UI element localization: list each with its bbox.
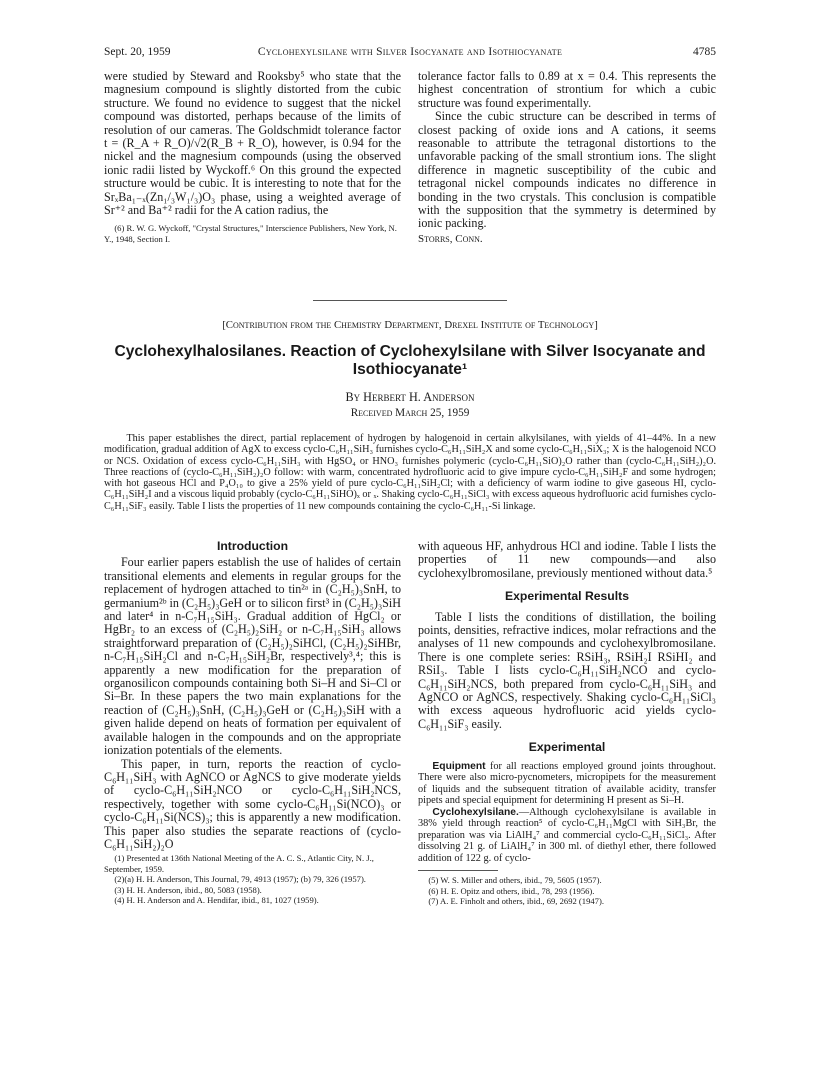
introduction-paragraph-1: Four earlier papers establish the use of halides of certain transitional elements and elements in regular groups for the replacement of hydrogen attached to tin²ᵃ in (C₂H₅)₃SnH, to germanium²ᵇ in (C₂H₅)₃GeH or to silicon first³ in (C₂H₅)₃SiH and later⁴ in n-C₇H₁₅SiH₃. Gradual addition of HgCl₂ or HgBr₂ to an excess of (C₂H₅)₂SiH₂ or n-C₇H₁₅SiH₃ allows straightforward preparation of (C₂H₅)₂SiHCl, (C₂H₅)₂SiHBr, n-C₇H₁₅SiH₂Cl and n-C₇H₁₅SiH₂Br, respectively³,⁴; this is apparently a new modification for the preparation of organosilicon compounds containing both Si–H and Si–Cl or Si–Br. In these papers the two main explanations for the reaction of (C₂H₅)₃SnH, (C₂H₅)₃GeH or (C₂H₅)₃SiH with a given halide depend on heats of formation per equivalent of available halogen in the compounds and on the appropriate ionization potentials of the elements. <box>104 555 401 758</box>
footnote-6-ref: (6) H. E. Opitz and others, ibid., 78, 293 (1956). <box>428 885 595 896</box>
footnote-4: (4) H. H. Anderson and A. Hendifar, ibid., 81, 1027 (1959). <box>114 894 319 905</box>
right-footnotes <box>418 875 716 906</box>
author-location: Storrs, Conn. <box>418 232 483 245</box>
equipment-text: for all reactions employed ground joints throughout. There were also micro-pycnometers, micropipets for the measurement of liquids and the subsequent titration of available acidity, transfer pipets and special equipment for determining H present as Si–H. <box>418 760 716 807</box>
cyclohexylsilane-paragraph <box>418 807 716 865</box>
footnote-6: (6) R. W. G. Wyckoff, "Crystal Structures," Interscience Publishers, New York, N. Y., 1948, Section I. <box>104 223 397 244</box>
footnote-2: (2)(a) H. H. Anderson, This Journal, 79, 4913 (1957); (b) 79, 326 (1957). <box>114 874 366 885</box>
footnote-5: (5) W. S. Miller and others, ibid., 79, 5605 (1957). <box>428 875 602 886</box>
page-number: 4785 <box>693 46 716 58</box>
byline: By Herbert H. Anderson <box>345 390 475 404</box>
received-date: Received March 25, 1959 <box>350 407 470 419</box>
running-head-title: Cyclohexylsilane with Silver Isocyanate and Isothiocyanate <box>257 46 563 58</box>
footnote-1: (1) Presented at 136th National Meeting of the A. C. S., Atlantic City, N. J., September, 1959. <box>104 853 374 874</box>
section-divider <box>313 300 507 301</box>
cyclohexylsilane-lead: Cyclohexylsilane. <box>432 806 519 818</box>
equipment-lead: Equipment <box>432 760 486 772</box>
running-head <box>104 44 716 60</box>
experimental-results-heading: Experimental Results <box>505 589 629 604</box>
top-left-column <box>104 70 401 244</box>
article-title: Cyclohexylhalosilanes. Reaction of Cyclohexylsilane with Silver Isocyanate and Isothiocyanate¹ <box>114 343 706 378</box>
right-column <box>418 540 716 906</box>
abstract: This paper establishes the direct, partial replacement of hydrogen by halogenoid in certain alkylsilanes, with yields of 41–44%. In a new modification, gradual addition of AgX to excess cyclo-C₆H₁₁SiH₃ furnishes cyclo-C₆H₁₁SiH₂X and some cyclo-C₆H₁₁SiX₃; X is the halogenoid NCO or NCS. Oxidation of excess cyclo-C₆H₁₁SiH₃ with HgSO₄ or HNO₃ furnishes polymeric (cyclo-C₆H₁₁SiO)₂O rather than (cyclo-C₆H₁₁SiH₂)₂O. Three reactions of (cyclo-C₆H₁₁SiH₂)₂O follow: with warm, concentrated hydrofluoric acid to give impure cyclo-C₆H₁₁SiH₂F and some hydrogen; with hot gaseous HCl and P₄O₁₀ to give a 25% yield of pure cyclo-C₆H₁₁SiH₂Cl; with a deficiency of warm iodine to give gaseous HI, cyclo-C₆H₁₁SiH₂I and a viscous liquid probably (cyclo-C₆H₁₁SiHO)ₓ or ₓ. Shaking cyclo-C₆H₁₁SiCl₃ with excess aqueous hydrofluoric acid furnishes cyclo-C₆H₁₁SiF₃ easily. Table I lists the properties of 11 new compounds containing the cyclo-C₆H₁₁-Si linkage. <box>104 433 716 512</box>
conclusion-paragraph-1: tolerance factor falls to 0.89 at x = 0.4. This represents the highest concentration of strontium for which a cubic structure was found experimentally. <box>418 69 716 110</box>
introduction-paragraph-2: This paper, in turn, reports the reaction of cyclo-C₆H₁₁SiH₃ with AgNCO or AgNCS to give moderate yields of cyclo-C₆H₁₁SiH₂NCO or cyclo-C₆H₁₁SiH₂NCS, respectively, together with some cyclo-C₆H₁₁Si(NCO)₃ or cyclo-C₆H₁₁Si(NCS)₃; this is apparently a new modification. This paper also studies the separate reactions of (cyclo-C₆H₁₁SiH₂)₂O <box>104 756 401 851</box>
contribution-line: [Contribution from the Chemistry Department, Drexel Institute of Technology] <box>222 319 598 331</box>
experimental-results-paragraph: Table I lists the conditions of distillation, the boiling points, densities, refractive indices, molar refractions and the analyses of 11 new compounds and cyclohexylbromosilane. There is one complete series: RSiH₃, RSiH₂I RSiHI₂ and RSiI₃. Table I lists cyclo-C₆H₁₁SiH₂NCO and cyclo-C₆H₁₁SiH₂NCS, both prepared from cyclo-C₆H₁₁SiH₃ and AgNCO or AgNCS, respectively. Shaking cyclo-C₆H₁₁SiCl₃ with excess aqueous hydrofluoric acid yields cyclo-C₆H₁₁SiF₃ easily. <box>418 609 716 731</box>
experimental-heading: Experimental <box>528 740 606 755</box>
top-right-column <box>418 70 716 246</box>
left-column <box>104 540 401 905</box>
conclusion-paragraph-2: Since the cubic structure can be described in terms of closest packing of oxide ions and A cations, it seems reasonable to attribute the tetragonal distortions to the unfavorable packing of the small strontium ions. The slight difference in magnetic susceptibility of the cubic and tetragonal nickel compounds indicates no difference in bonding in the two crystals. This conclusion is compatible with the supposition that the symmetry is determined by ionic packing. <box>418 109 716 231</box>
running-head-date: Sept. 20, 1959 <box>104 46 171 58</box>
footnote-3: (3) H. H. Anderson, ibid., 80, 5083 (1958). <box>114 884 262 895</box>
left-footnotes <box>104 853 401 905</box>
continued-paragraph: were studied by Steward and Rooksby⁵ who state that the magnesium compound is slightly distorted from the cubic structure. We found no evidence to suggest that the nickel compound was distorted, perhaps because of the limits of resolution of our cameras. The Goldschmidt tolerance factor t = (R_A + R_O)/√2(R_B + R_O), however, is 0.94 for the nickel and the magnesium compounds (using the observed ionic radii listed by Wyckoff.⁶ On this ground the expected structure would be cubic. It is interesting to note that for the SrₓBa₁₋ₓ(Zn₁/₃W₁/₃)O₃ phase, using a weighted average of Sr⁺² and Ba⁺² radii for the A cation radius, the <box>104 69 401 218</box>
equipment-paragraph <box>418 761 716 807</box>
continued-intro-paragraph: with aqueous HF, anhydrous HCl and iodine. Table I lists the properties of 11 new compounds—and also cyclohexylbromosilane, previously mentioned without data.⁵ <box>418 539 716 580</box>
footnote-rule <box>418 870 498 871</box>
cyclohexylsilane-text: —Although cyclohexylsilane is available in 38% yield through reaction⁵ of cyclo-C₆H₁₁MgCl with SiH₃Br, the preparation was via LiAlH₄⁷ and commercial cyclo-C₆H₁₁SiCl₃. After dissolving 21 g. of LiAlH₄⁷ in 300 ml. of diethyl ether, there followed addition of 122 g. of cyclo- <box>418 806 716 864</box>
footnote-7: (7) A. E. Finholt and others, ibid., 69, 2692 (1947). <box>428 896 604 906</box>
introduction-heading: Introduction <box>216 539 289 553</box>
